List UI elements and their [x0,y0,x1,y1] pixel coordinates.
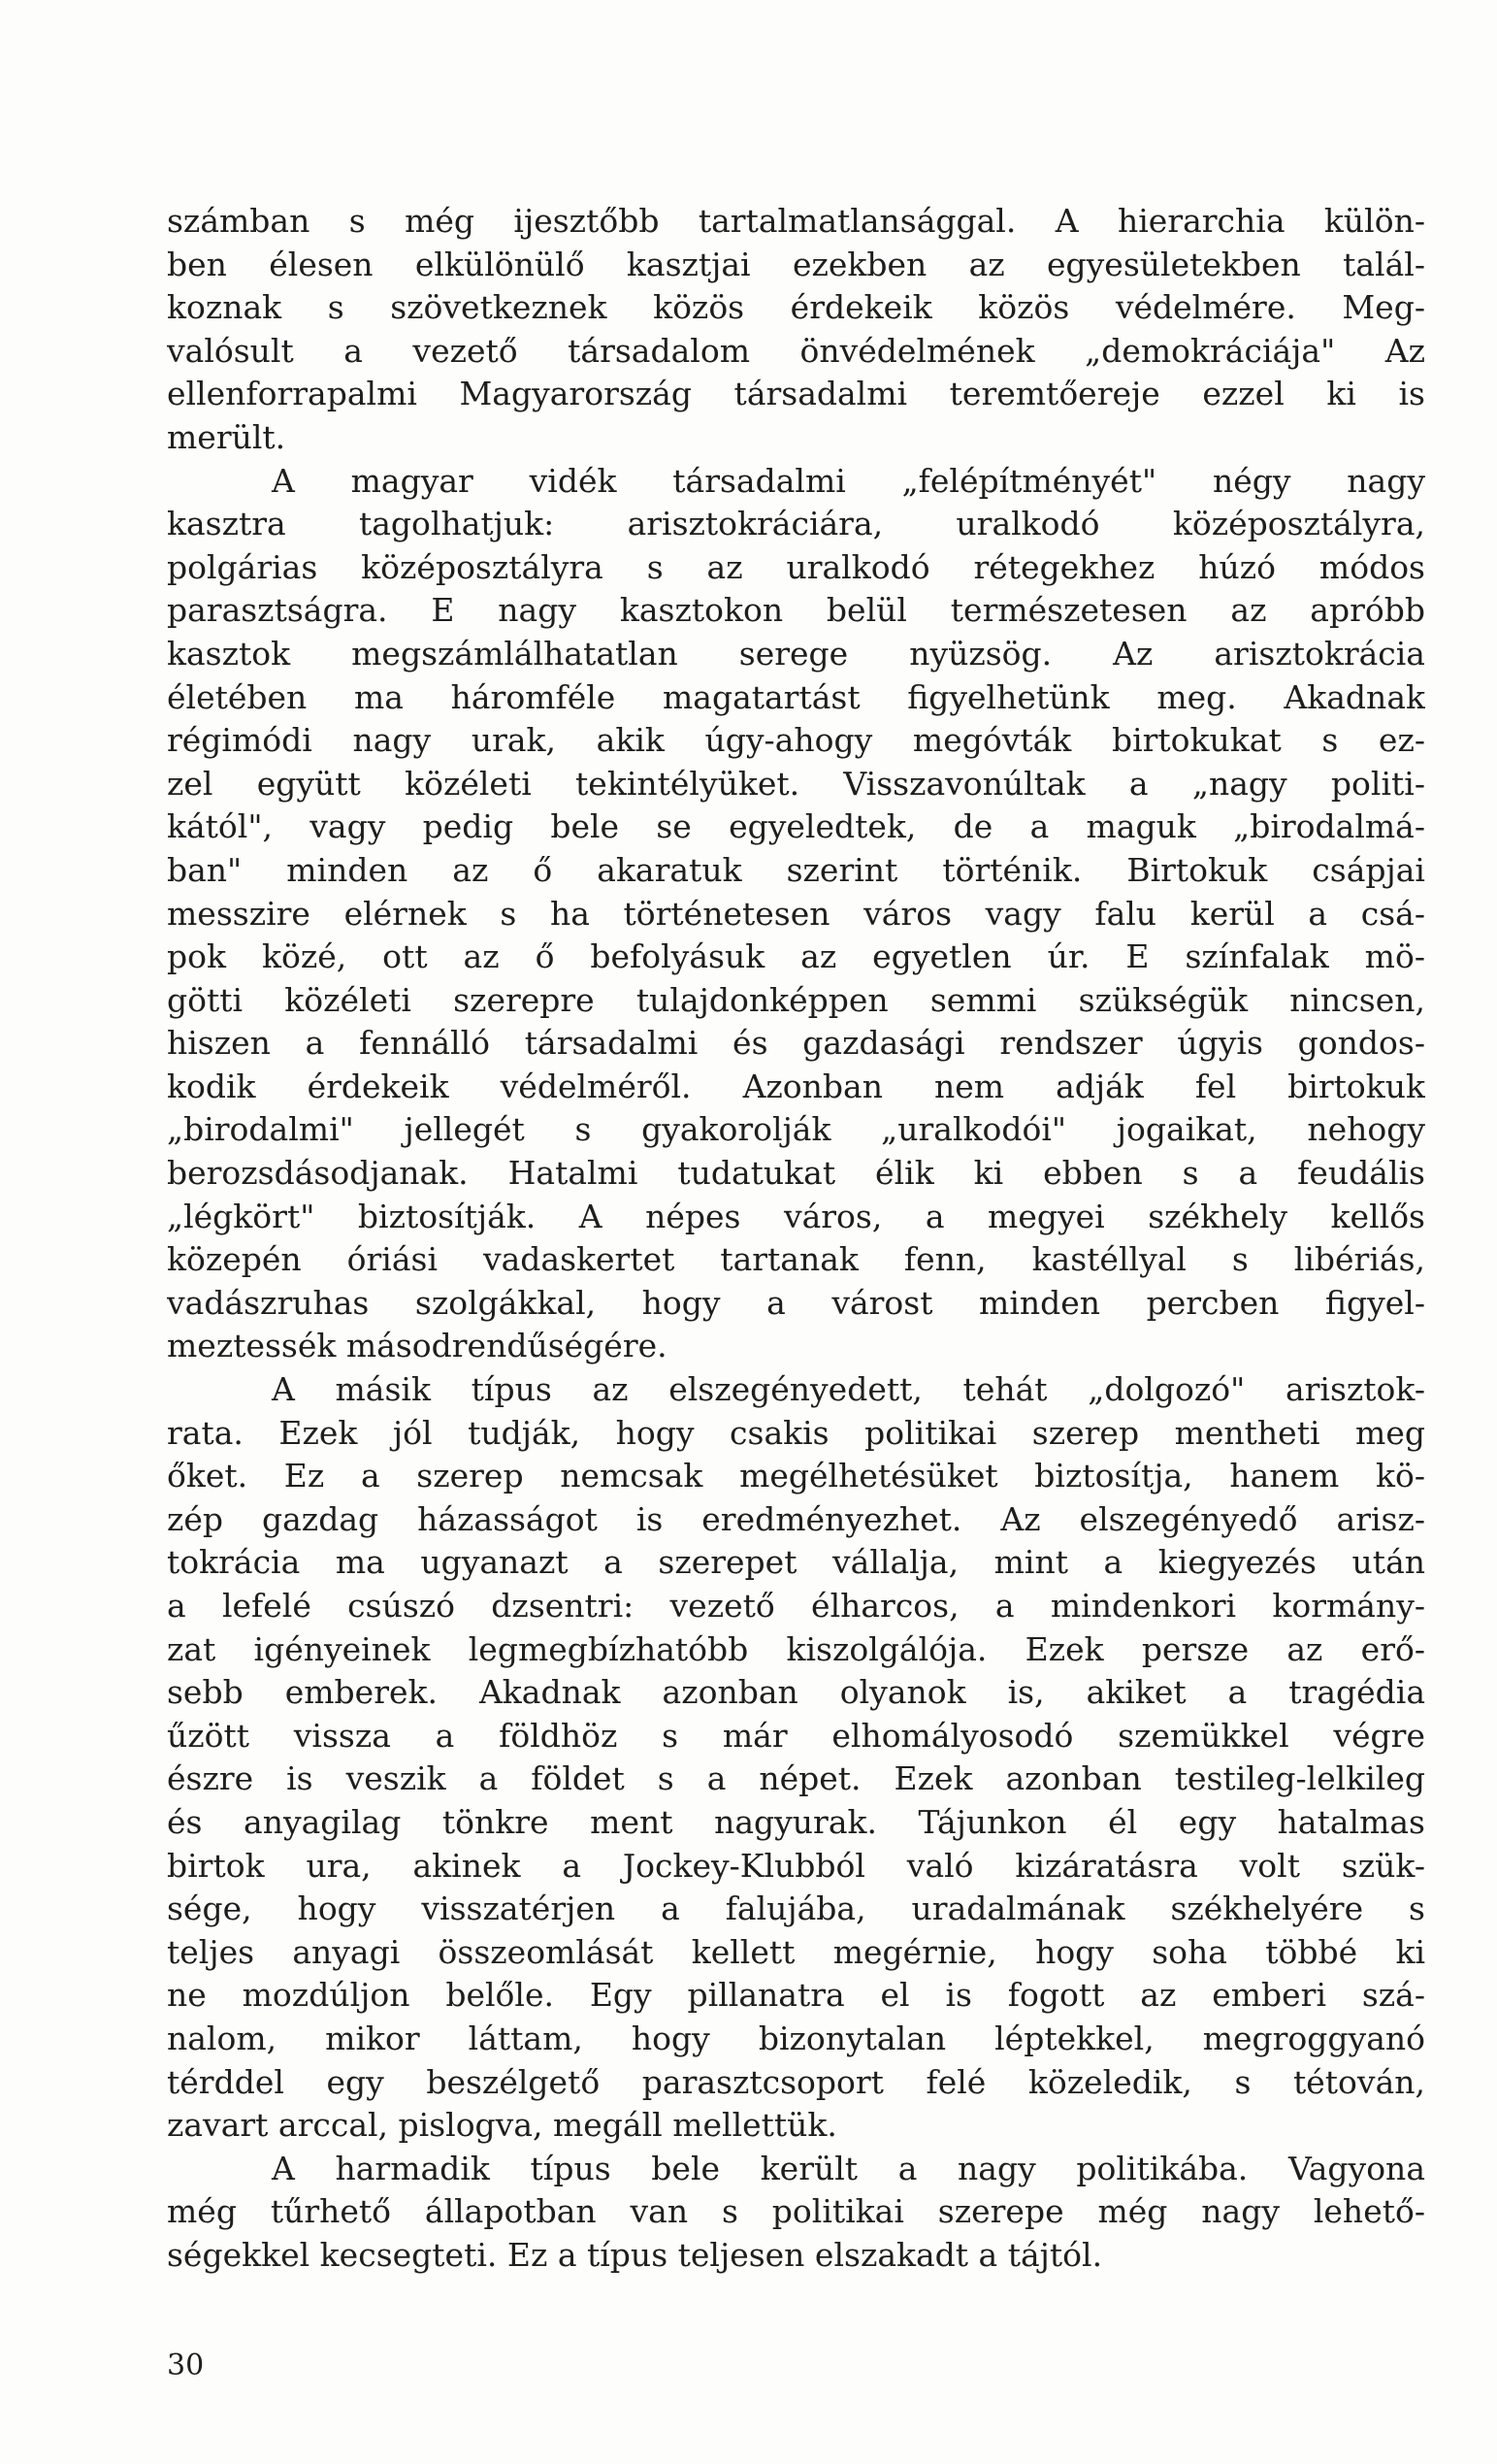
text-line: ne mozdúljon belőle. Egy pillanatra el is fogott az emberi szá- [167,1976,1425,2015]
page-number: 30 [167,2349,205,2382]
text-line: kasztok megszámlálhatatlan serege nyüzsög. Az arisztokrácia [167,634,1425,673]
text-line: ellenforrapalmi Magyarország társadalmi teremtőereje ezzel ki is [167,375,1425,413]
text-line: ban" minden az ő akaratuk szerint történik. Birtokuk csápjai [167,850,1425,889]
text-line: nalom, mikor láttam, hogy bizonytalan léptekkel, megroggyanó [167,2019,1425,2057]
text-line: életében ma háromféle magatartást figyelhetünk meg. Akadnak [167,677,1425,716]
text-line: vadászruhas szolgákkal, hogy a várost minden percben figyel- [167,1283,1425,1322]
text-line: „légkört" biztosítják. A népes város, a megyei székhely kellős [167,1197,1425,1235]
text-line: polgárias középosztályra s az uralkodó rétegekhez húzó módos [167,547,1425,586]
text-line: kától", vagy pedig bele se egyeledtek, de a maguk „birodalmá- [167,807,1425,846]
text-line: hiszen a fennálló társadalmi és gazdasági rendszer úgyis gondos- [167,1024,1425,1063]
text-line: zavart arccal, pislogva, megáll mellettük. [167,2106,837,2145]
text-line: parasztságra. E nagy kasztokon belül természetesen az apróbb [167,591,1425,630]
text-line: ben élesen elkülönülő kasztjai ezekben az egyesületekben talál- [167,245,1425,283]
text-line: űzött vissza a földhöz s már elhomályosodó szemükkel végre [167,1716,1425,1755]
text-line: rata. Ezek jól tudják, hogy csakis politikai szerep mentheti meg [167,1413,1425,1452]
text-line: zat igényeinek legmegbízhatóbb kiszolgálója. Ezek persze az erő- [167,1629,1425,1668]
text-line: zép gazdag házasságot is eredményezhet. Az elszegényedő arisz- [167,1499,1425,1538]
text-line: közepén óriási vadaskertet tartanak fenn, kastéllyal s libériás, [167,1240,1425,1279]
text-line: götti közéleti szerepre tulajdonképpen semmi szükségük nincsen, [167,980,1425,1019]
body-text [167,200,1425,2278]
text-line: térddel egy beszélgető parasztcsoport felé közeledik, s tétován, [167,2062,1425,2101]
text-line: kodik érdekeik védelméről. Azonban nem adják fel birtokuk [167,1067,1425,1105]
text-line: koznak s szövetkeznek közös érdekeik közös védelmére. Meg- [167,288,1425,327]
text-line: régimódi nagy urak, akik úgy-ahogy megóvták birtokukat s ez- [167,721,1425,760]
text-line: tokrácia ma ugyanazt a szerepet vállalja, mint a kiegyezés után [167,1543,1425,1582]
text-line: teljes anyagi összeomlását kellett megérnie, hogy soha többé ki [167,1932,1425,1971]
text-line: kasztra tagolhatjuk: arisztokráciára, uralkodó középosztályra, [167,505,1425,543]
text-line: zel együtt közéleti tekintélyüket. Visszavonúltak a „nagy politi- [167,764,1425,803]
text-line: merült. [167,417,286,456]
text-line: A magyar vidék társadalmi „felépítményét" négy nagy [272,461,1425,500]
text-line: számban s még ijesztőbb tartalmatlansággal. A hierarchia külön- [167,202,1425,240]
text-line: birtok ura, akinek a Jockey-Klubból való kizáratásra volt szük- [167,1846,1425,1885]
text-line: meztessék másodrendűségére. [167,1327,667,1365]
text-line: még tűrhető állapotban van s politikai szerepe még nagy lehető- [167,2192,1425,2231]
text-line: A harmadik típus bele került a nagy politikába. Vagyona [272,2149,1425,2187]
text-line: A másik típus az elszegényedett, tehát „dolgozó" arisztok- [272,1370,1425,1409]
text-line: valósult a vezető társadalom önvédelmének „demokráciája" Az [167,331,1425,370]
text-line: ségekkel kecsegteti. Ez a típus teljesen elszakadt a tájtól. [167,2235,1103,2274]
text-line: sége, hogy visszatérjen a falujába, uradalmának székhelyére s [167,1889,1425,1928]
text-line: pok közé, ott az ő befolyásuk az egyetlen úr. E színfalak mö- [167,937,1425,976]
text-line: észre is veszik a földet s a népet. Ezek azonban testileg-lelkileg [167,1759,1425,1798]
text-line: „birodalmi" jellegét s gyakorolják „uralkodói" jogaikat, nehogy [167,1110,1425,1149]
text-line: messzire elérnek s ha történetesen város vagy falu kerül a csá- [167,894,1425,933]
text-line: őket. Ez a szerep nemcsak megélhetésüket biztosítja, hanem kö- [167,1457,1425,1495]
text-line: és anyagilag tönkre ment nagyurak. Tájunkon él egy hatalmas [167,1802,1425,1841]
text-line: a lefelé csúszó dzsentri: vezető élharcos, a mindenkori kormány- [167,1587,1425,1625]
text-line: sebb emberek. Akadnak azonban olyanok is, akiket a tragédia [167,1673,1425,1712]
text-line: berozsdásodjanak. Hatalmi tudatukat élik ki ebben s a feudális [167,1154,1425,1193]
